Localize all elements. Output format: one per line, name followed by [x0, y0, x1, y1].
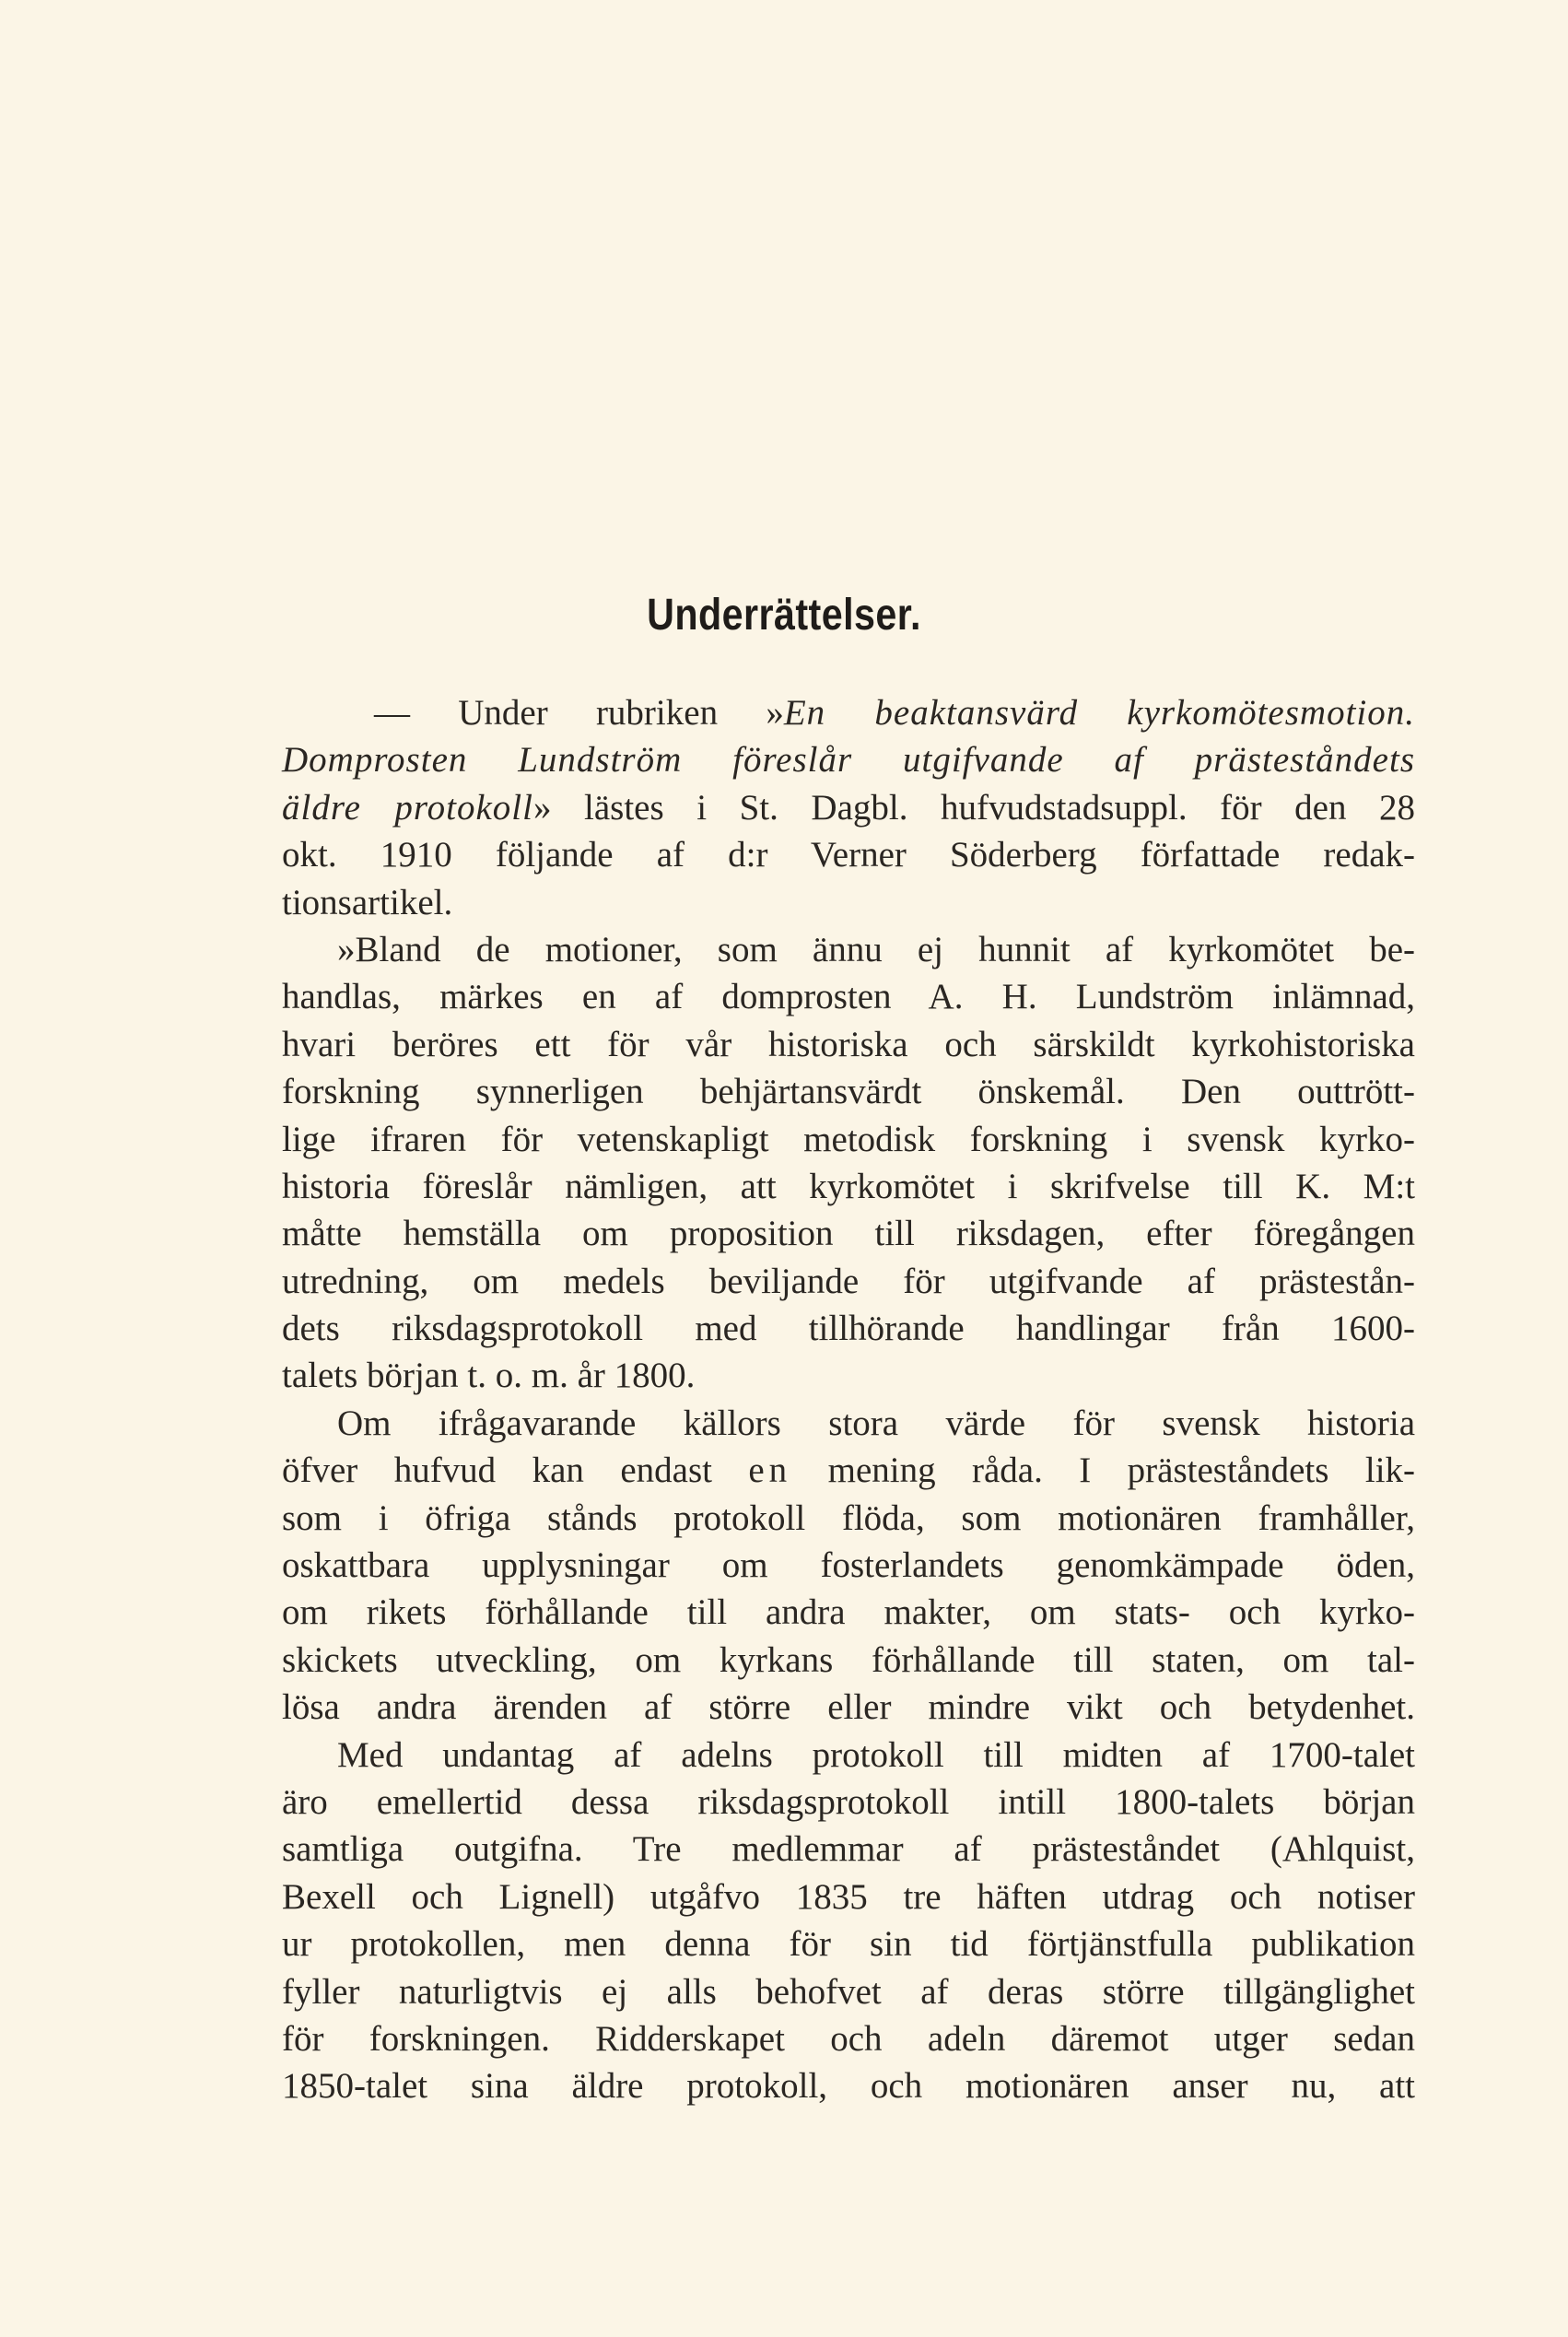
text-span: utredning, om medels beviljande för utgifvande af prästestån- [282, 1261, 1415, 1301]
text-line [282, 1637, 1415, 1684]
text-span: om rikets förhållande till andra makter, om stats- och kyrko- [282, 1592, 1415, 1633]
text-span: ur protokollen, men denna för sin tid förtjänstfulla publikation [282, 1924, 1415, 1965]
text-span: okt. 1910 följande af d:r Verner Söderberg författade redak- [282, 835, 1415, 875]
text-line [282, 1684, 1415, 1731]
text-line [282, 1920, 1415, 1967]
text-line [282, 736, 1415, 783]
text-span: lösa andra ärenden af större eller mindre vikt och betydenhet. [282, 1687, 1415, 1728]
text-line [282, 2062, 1415, 2109]
text-span: »Bland de motioner, som ännu ej hunnit af kyrkomötet be- [337, 929, 1415, 969]
text-span-italic: En beaktansvärd kyrkomötesmotion. [783, 693, 1415, 733]
text-span: lige ifraren för vetenskapligt metodisk forskning i svensk kyrko- [282, 1119, 1415, 1159]
text-span: Bexell och Lignell) utgåfvo 1835 tre häften utdrag och notiser [282, 1876, 1415, 1917]
text-span: talets början t. o. m. år 1800. [282, 1356, 696, 1396]
text-line [282, 1352, 1415, 1399]
text-span: Om ifrågavarande källors stora värde för svensk historia [337, 1403, 1415, 1443]
body-text [282, 689, 1415, 2110]
text-line [282, 1732, 1415, 1779]
text-line [282, 1258, 1415, 1305]
text-line [282, 1305, 1415, 1352]
text-line [282, 1779, 1415, 1826]
text-span: handlas, märkes en af domprosten A. H. Lundström inlämnad, [282, 977, 1415, 1017]
text-span: Med undantag af adelns protokoll till midten af 1700-talet [337, 1734, 1415, 1775]
text-span: för forskningen. Ridderskapet och adeln däremot utger sedan [282, 2018, 1415, 2059]
text-span: » lästes i St. Dagbl. hufvudstadsuppl. för den 28 [532, 787, 1415, 828]
page-title: Underrättelser. [647, 591, 921, 640]
text-span-italic: äldre protokoll [282, 787, 533, 828]
text-line [282, 1068, 1415, 1115]
text-line [282, 831, 1415, 878]
text-span: fyller naturligtvis ej alls behofvet af deras större tillgänglighet [282, 1971, 1415, 2012]
text-line [282, 1447, 1415, 1494]
text-span-spaced: en [748, 1450, 792, 1491]
text-span: måtte hemställa om proposition till riksdagen, efter föregången [282, 1214, 1415, 1254]
text-span: öfver hufvud kan endast [282, 1450, 749, 1491]
text-line [282, 973, 1415, 1020]
text-span: historia föreslår nämligen, att kyrkomötet i skrifvelse till K. M:t [282, 1166, 1415, 1206]
text-line [282, 1495, 1415, 1542]
text-span: — Under rubriken » [374, 693, 784, 733]
text-span: mening råda. I prästeståndets lik- [791, 1450, 1416, 1491]
text-line [282, 1021, 1415, 1068]
text-line [282, 1873, 1415, 1920]
text-span: 1850-talet sina äldre protokoll, och motionären anser nu, att [282, 2066, 1415, 2107]
text-span-italic: Domprosten Lundström föreslår utgifvande af prästeståndets [282, 740, 1415, 781]
text-line [282, 2015, 1415, 2062]
text-line [282, 879, 1415, 926]
text-line [282, 1826, 1415, 1873]
text-line [282, 1163, 1415, 1210]
text-span: äro emellertid dessa riksdagsprotokoll intill 1800-talets början [282, 1781, 1415, 1822]
text-span: hvari beröres ett för vår historiska och särskildt kyrkohistoriska [282, 1024, 1415, 1064]
text-line [282, 1210, 1415, 1257]
text-line [282, 1116, 1415, 1163]
text-line [282, 1968, 1415, 2015]
text-line [282, 784, 1415, 831]
text-line [282, 926, 1415, 973]
text-span: skickets utveckling, om kyrkans förhållande till staten, om tal- [282, 1639, 1415, 1680]
text-span: tionsartikel. [282, 882, 453, 922]
text-line [282, 1589, 1415, 1636]
text-span: dets riksdagsprotokoll med tillhörande handlingar från 1600- [282, 1309, 1415, 1349]
text-span: samtliga outgifna. Tre medlemmar af prästeståndet (Ahlquist, [282, 1829, 1415, 1870]
text-span: forskning synnerligen behjärtansvärdt önskemål. Den outtrött- [282, 1072, 1415, 1112]
text-line [282, 689, 1415, 736]
text-line [282, 1542, 1415, 1589]
text-line [282, 1400, 1415, 1447]
text-span: som i öfriga stånds protokoll flöda, som motionären framhåller, [282, 1497, 1415, 1538]
text-span: oskattbara upplysningar om fosterlandets genomkämpade öden, [282, 1545, 1415, 1586]
